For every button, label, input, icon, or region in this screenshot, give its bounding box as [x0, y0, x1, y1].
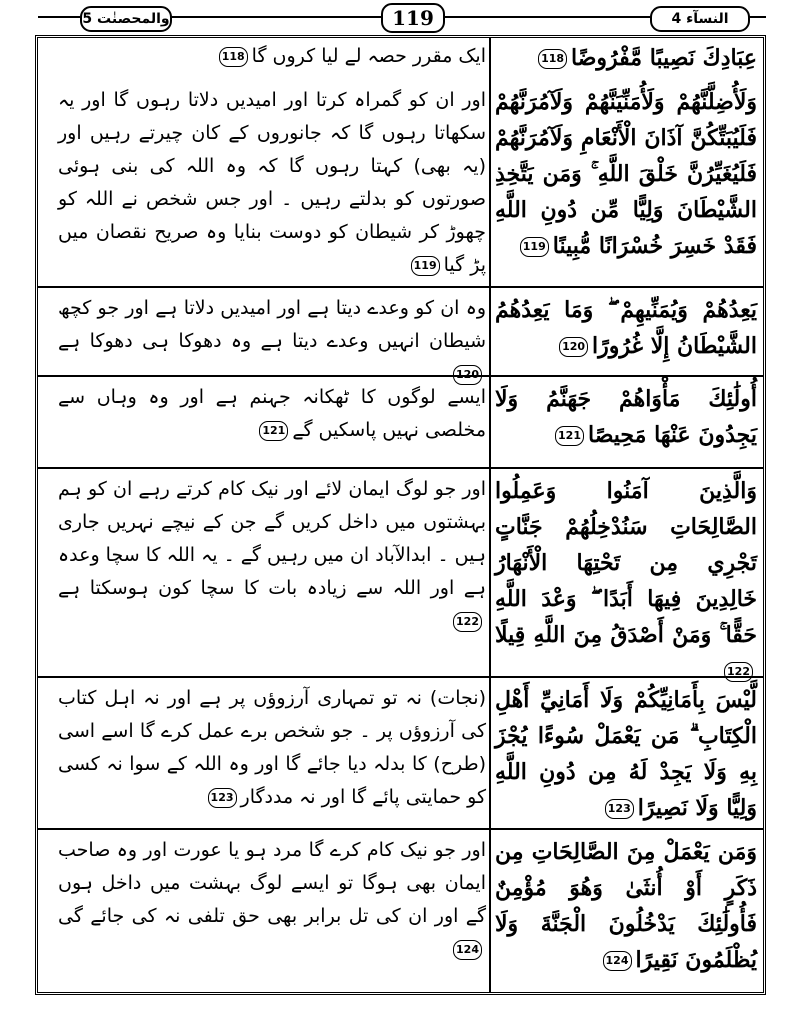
- arabic-verse-text: [495, 682, 757, 826]
- verse-number-badge: 118: [219, 47, 248, 67]
- verse-number-badge: 120: [559, 337, 588, 357]
- arabic-verse-text: [495, 292, 757, 364]
- surah-label: النسآء 4: [650, 6, 750, 32]
- arabic-verse-text: [495, 40, 757, 76]
- row-separator: [38, 676, 763, 678]
- urdu-translation: [58, 84, 486, 282]
- verse-row-121: [38, 381, 763, 463]
- verse-row-122: [38, 473, 763, 678]
- translation-text: ایک مقرر حصہ لے لیا کروں گا: [251, 45, 486, 67]
- arabic-verse-text: [495, 381, 757, 453]
- urdu-translation: [58, 381, 486, 447]
- row-separator: [38, 286, 763, 288]
- arabic-verse-text: [495, 84, 757, 264]
- header-rule: [168, 16, 381, 18]
- verse-row-118: [38, 40, 763, 80]
- row-separator: [38, 467, 763, 469]
- translation-text: اور جو نیک کام کرے گا مرد ہو یا عورت اور وہ صاحب ایمان بھی ہوگا تو ایسے لوگ بہشت میں داخل ہوں گے اور ان کی تل برابر بھی حق تلفی نہ کی جائے گی: [58, 839, 486, 927]
- verse-text: يَعِدُهُمْ وَيُمَنِّيهِمْ ۖ وَمَا يَعِدُهُمُ الشَّيْطَانُ إِلَّا غُرُورًا: [495, 297, 757, 359]
- header-rule: [441, 16, 650, 18]
- verse-number-badge: 123: [208, 788, 237, 808]
- urdu-translation: [58, 834, 486, 966]
- verse-number-badge: 124: [603, 951, 632, 971]
- verse-text: أُولَٰئِكَ مَأْوَاهُمْ جَهَنَّمُ وَلَا يَجِدُونَ عَنْهَا مَحِيصًا: [495, 386, 757, 448]
- verse-text: وَالَّذِينَ آمَنُوا وَعَمِلُوا الصَّالِحَاتِ سَنُدْخِلُهُمْ جَنَّاتٍ تَجْرِي مِن تَحْتِهَا الْأَنْهَارُ خَالِدِينَ فِيهَا أَبَدًا ۖ وَعْدَ اللَّهِ حَقًّا ۚ وَمَنْ أَصْدَقُ مِنَ اللَّهِ قِيلًا: [495, 478, 757, 648]
- verse-number-badge: 123: [605, 799, 634, 819]
- translation-text: اور جو لوگ ایمان لائے اور نیک کام کرتے رہے ان کو ہم بہشتوں میں داخل کریں گے جن کے نیچے نہریں جاری ہیں ۔ ابدالآباد ان میں رہیں گے ۔ یہ اللہ کا سچا وعدہ ہے اور اللہ سے زیادہ بات کا سچا کون ہوسکتا ہے: [58, 478, 486, 599]
- row-separator: [38, 828, 763, 830]
- verse-row-120: [38, 292, 763, 381]
- urdu-translation: [58, 40, 486, 73]
- urdu-translation: [58, 682, 486, 814]
- arabic-verse-text: [495, 834, 757, 978]
- translation-text: ایسے لوگوں کا ٹھکانہ جہنم ہے اور وہ وہاں سے مخلصی نہیں پاسکیں گے: [58, 386, 486, 441]
- verse-text: وَلَأُضِلَّنَّهُمْ وَلَأُمَنِّيَنَّهُمْ وَلَآمُرَنَّهُمْ فَلَيُبَتِّكُنَّ آذَانَ الْأَنْعَامِ وَلَآمُرَنَّهُمْ فَلَيُغَيِّرُنَّ خَلْقَ اللَّهِ ۚ وَمَن يَتَّخِذِ الشَّيْطَانَ وَلِيًّا مِّن دُونِ اللَّهِ فَقَدْ خَسِرَ خُسْرَانًا مُّبِينًا: [495, 89, 757, 259]
- translation-text: اور ان کو گمراہ کرتا اور امیدیں دلاتا رہوں گا اور یہ سکھاتا رہوں گا کہ جانوروں کے کان چیرتے رہیں اور (یہ بھی) کہتا رہوں گا کہ وہ اللہ کی بنی ہوئی صورتوں کو بدلتے رہیں ۔ اور جس شخص نے اللہ کو چھوڑ کر شیطان کو دوست بنایا وہ صریح نقصان میں پڑ گیا: [58, 89, 486, 276]
- page-number: 119: [381, 3, 445, 33]
- verse-number-badge: 120: [453, 365, 482, 385]
- juz-label: والمحصنٰت 5: [80, 6, 172, 32]
- verse-text: عِبَادِكَ نَصِيبًا مَّفْرُوضًا: [571, 45, 757, 71]
- arabic-verse-text: [495, 473, 757, 689]
- verse-number-badge: 118: [538, 49, 567, 69]
- urdu-translation: [58, 473, 486, 638]
- verse-number-badge: 124: [453, 940, 482, 960]
- verse-number-badge: 121: [555, 426, 584, 446]
- verse-number-badge: 121: [259, 421, 288, 441]
- verse-number-badge: 122: [724, 662, 753, 682]
- verse-row-123: [38, 682, 763, 824]
- header-rule: [38, 16, 80, 18]
- verse-text: وَمَن يَعْمَلْ مِنَ الصَّالِحَاتِ مِن ذَكَرٍ أَوْ أُنثَىٰ وَهُوَ مُؤْمِنٌ فَأُولَٰئِكَ يَدْخُلُونَ الْجَنَّةَ وَلَا يُظْلَمُونَ نَقِيرًا: [495, 839, 757, 973]
- verse-number-badge: 122: [453, 612, 482, 632]
- verse-text: لَّيْسَ بِأَمَانِيِّكُمْ وَلَا أَمَانِيِّ أَهْلِ الْكِتَابِ ۗ مَن يَعْمَلْ سُوءًا يُجْزَ بِهِ وَلَا يَجِدْ لَهُ مِن دُونِ اللَّهِ وَلِيًّا وَلَا نَصِيرًا: [495, 687, 757, 821]
- translation-text: وہ ان کو وعدے دیتا ہے اور امیدیں دلاتا ہے اور جو کچھ شیطان انہیں وعدے دیتا ہے وہ دھوکا ہی دھوکا ہے: [58, 297, 486, 352]
- verse-number-badge: 119: [411, 256, 440, 276]
- verse-number-badge: 119: [520, 237, 549, 257]
- verse-row-119: [38, 84, 763, 282]
- page-header: [0, 0, 801, 34]
- verse-row-124: [38, 834, 763, 990]
- row-separator: [38, 375, 763, 377]
- translation-text: (نجات) نہ تو تمہاری آرزوؤں پر ہے اور نہ اہل کتاب کی آرزوؤں پر ۔ جو شخص برے عمل کرے گا اسے اسی (طرح) کا بدلہ دیا جائے گا اور وہ اللہ کے سوا نہ کسی کو حمایتی پائے گا اور نہ مددگار: [58, 687, 486, 808]
